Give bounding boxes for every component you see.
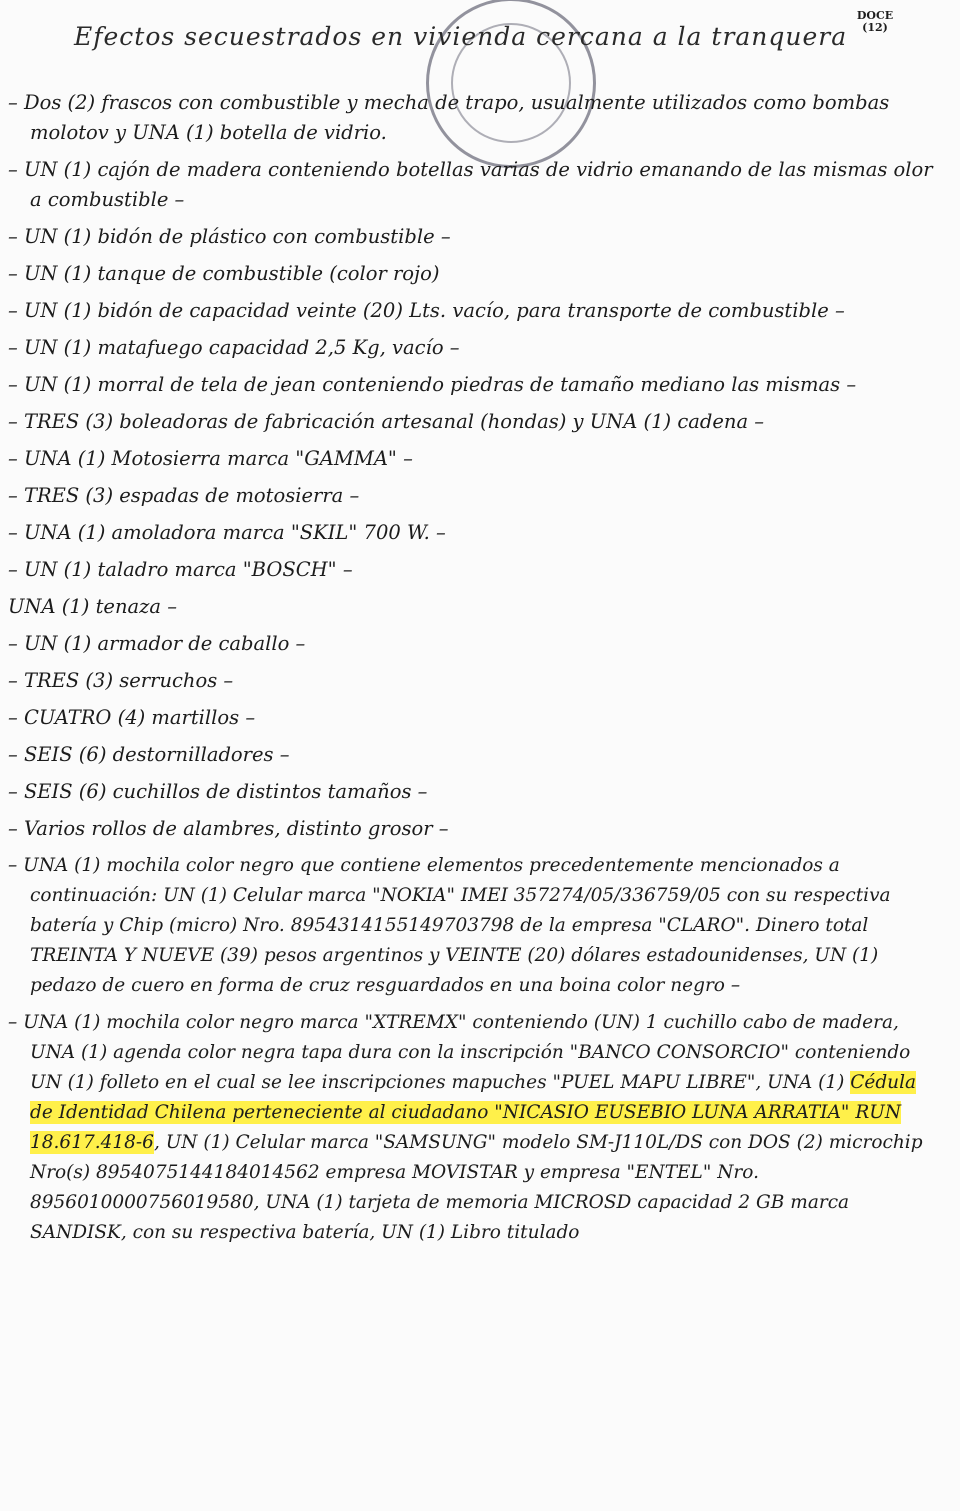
- list-item: – SEIS (6) destornilladores –: [8, 743, 290, 766]
- list-item: – CUATRO (4) martillos –: [8, 706, 256, 729]
- list-item: – UN (1) bidón de plástico con combustible –: [8, 225, 451, 248]
- list-item: – UN (1) cajón de madera conteniendo botellas varias de vidrio emanando de las mismas olor a combustible –: [8, 158, 933, 211]
- item-text-after-highlight: , UN (1) Celular marca "SAMSUNG" modelo SM-J110L/DS con DOS (2) microchip Nro(s) 8954075144184014562 empresa MOVISTAR y empresa "ENTEL" Nro. 8956010000756019580, UNA (1) tarjeta de memoria MICROSD capacidad 2 GB marca SANDISK, con su respectiva batería, UN (1) Libro titulado: [30, 1132, 923, 1243]
- seized-items-list: [0, 88, 940, 1255]
- list-item: – UNA (1) amoladora marca "SKIL" 700 W. –: [8, 521, 446, 544]
- page-number-digits: (12): [862, 21, 888, 34]
- list-item: – Varios rollos de alambres, distinto grosor –: [8, 817, 449, 840]
- list-item: – TRES (3) espadas de motosierra –: [8, 484, 360, 507]
- list-item-backpack-black: – UNA (1) mochila color negro que contiene elementos precedentemente mencionados a continuación: UN (1) Celular marca "NOKIA" IMEI 357274/05/336759/05 con su respectiva batería y Chip (micro) Nro. 8954314155149703798 de la empresa "CLARO". Dinero total TREINTA Y NUEVE (39) pesos argentinos y VEINTE (20) dólares estadounidenses, UN (1) pedazo de cuero en forma de cruz resguardados en una boina color negro –: [8, 855, 891, 996]
- item-text-before-highlight: – UNA (1) mochila color negro marca "XTREMX" conteniendo (UN) 1 cuchillo cabo de madera, UNA (1) agenda color negra tapa dura con la inscripción "BANCO CONSORCIO" conteniendo UN (1) folleto en el cual se lee inscripciones mapuches "PUEL MAPU LIBRE", UNA (1): [8, 1012, 911, 1093]
- highlighted-id-card-text: Cédula de Identidad Chilena perteneciente al ciudadano "NICASIO EUSEBIO LUNA ARRATIA" RUN 18.617.418-6: [30, 1072, 917, 1153]
- list-item-backpack-xtremx: [0, 1008, 940, 1248]
- page-number: [845, 10, 905, 34]
- list-item: – UN (1) taladro marca "BOSCH" –: [8, 558, 353, 581]
- list-item: – TRES (3) serruchos –: [8, 669, 234, 692]
- list-item: – SEIS (6) cuchillos de distintos tamaños –: [8, 780, 428, 803]
- list-item: – UN (1) tanque de combustible (color rojo): [8, 262, 440, 285]
- page-number-word: DOCE: [856, 9, 894, 22]
- document-title: Efectos secuestrados en vivienda cercana a la tranquera: [74, 22, 848, 51]
- list-item: – UN (1) morral de tela de jean conteniendo piedras de tamaño mediano las mismas –: [8, 373, 857, 396]
- list-item: UNA (1) tenaza –: [8, 595, 178, 618]
- list-item: – Dos (2) frascos con combustible y mecha de trapo, usualmente utilizados como bombas molotov y UNA (1) botella de vidrio.: [8, 91, 890, 144]
- list-item: – TRES (3) boleadoras de fabricación artesanal (hondas) y UNA (1) cadena –: [8, 410, 765, 433]
- list-item: – UN (1) armador de caballo –: [8, 632, 306, 655]
- list-item: – UN (1) bidón de capacidad veinte (20) Lts. vacío, para transporte de combustible –: [8, 299, 845, 322]
- list-item: – UNA (1) Motosierra marca "GAMMA" –: [8, 447, 413, 470]
- document-header: [60, 10, 940, 58]
- list-item: – UN (1) matafuego capacidad 2,5 Kg, vacío –: [8, 336, 460, 359]
